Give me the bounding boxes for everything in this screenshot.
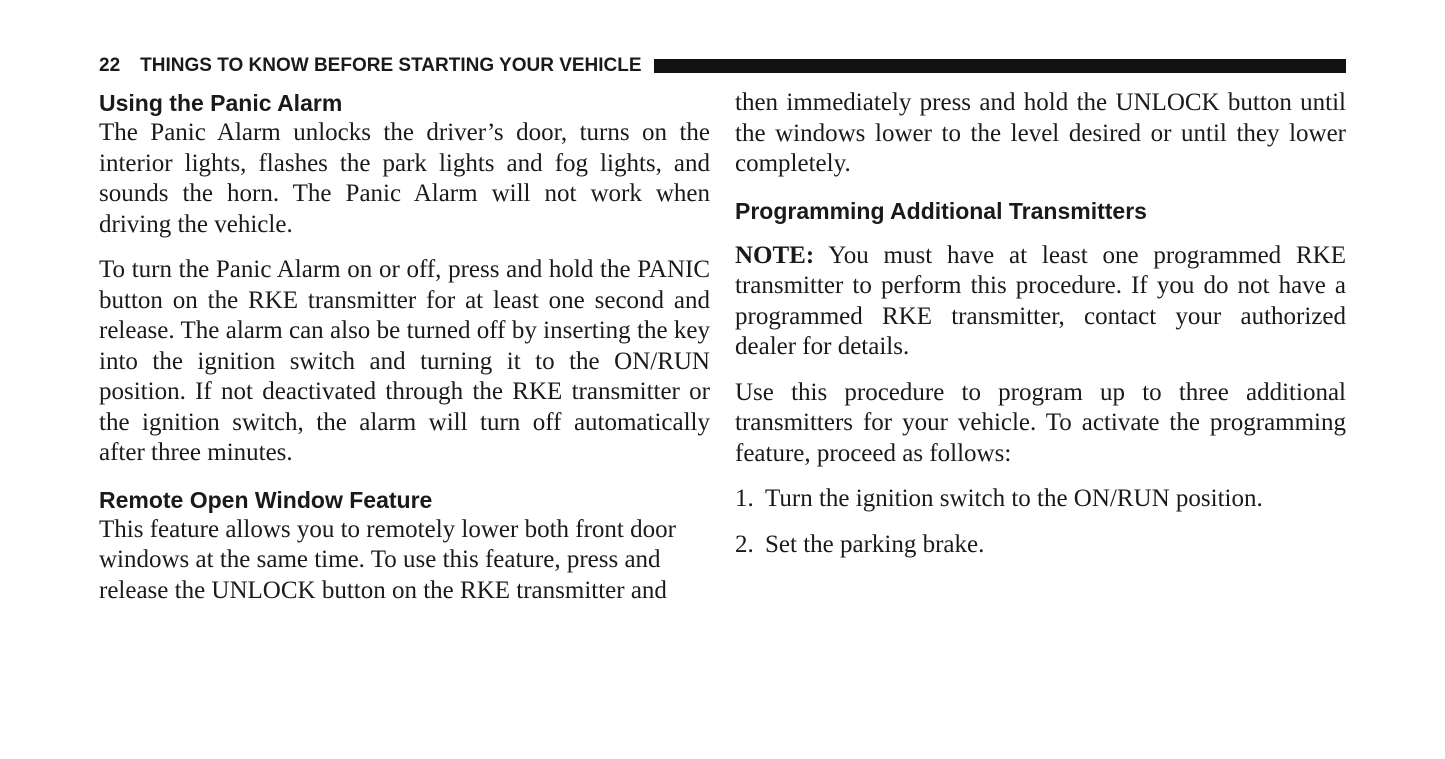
- list-item-number: 2.: [735, 530, 754, 558]
- panic-alarm-heading: Using the Panic Alarm: [99, 90, 343, 116]
- note-text: You must have at least one programmed RKE transmitter to perform this procedure. If you do not have a programmed RKE transmitter, contact your authorized dealer for details.: [735, 241, 1346, 360]
- remote-window-paragraph: This feature allows you to remotely lower both front door windows at the same time. To use this feature, press and release the UNLOCK button on the RKE transmitter and: [99, 515, 676, 604]
- panic-alarm-paragraph-2: To turn the Panic Alarm on or off, press and hold the PANIC button on the RKE transmitter for at least one second and release. The alarm can also be turned off by inserting the key into the ignition switch and turning it to the ON/RUN position. If not deactivated through the RKE transmitter or the ignition switch, the alarm will turn off automatically after three minutes.: [99, 256, 710, 466]
- left-column: [99, 88, 710, 606]
- note-paragraph: [735, 241, 1346, 363]
- page-header: [99, 54, 1346, 78]
- programming-paragraph: Use this procedure to program up to three additional transmitters for your vehicle. To activate the programming feature, proceed as follows:: [735, 378, 1346, 467]
- right-column: [735, 88, 1346, 560]
- section-title: THINGS TO KNOW BEFORE STARTING YOUR VEHICLE: [140, 55, 642, 76]
- remote-window-heading: Remote Open Window Feature: [99, 486, 433, 513]
- list-item: [735, 484, 1346, 515]
- panic-alarm-paragraph-1: The Panic Alarm unlocks the driver’s door, turns on the interior lights, flashes the park lights and fog lights, and sounds the horn. The Panic Alarm will not work when driving the vehicle.: [99, 119, 710, 238]
- list-item: [735, 530, 1346, 561]
- note-label: NOTE:: [735, 241, 815, 269]
- list-item-number: 1.: [735, 485, 754, 512]
- remote-window-paragraph-continued: then immediately press and hold the UNLOCK button until the windows lower to the level desired or until they lower completely.: [735, 89, 1346, 177]
- programming-heading: Programming Additional Transmitters: [735, 197, 1147, 224]
- header-rule: [654, 59, 1346, 73]
- list-item-text: Set the parking brake.: [765, 530, 985, 558]
- page-number: 22: [99, 55, 121, 76]
- list-item-text: Turn the ignition switch to the ON/RUN position.: [765, 485, 1263, 512]
